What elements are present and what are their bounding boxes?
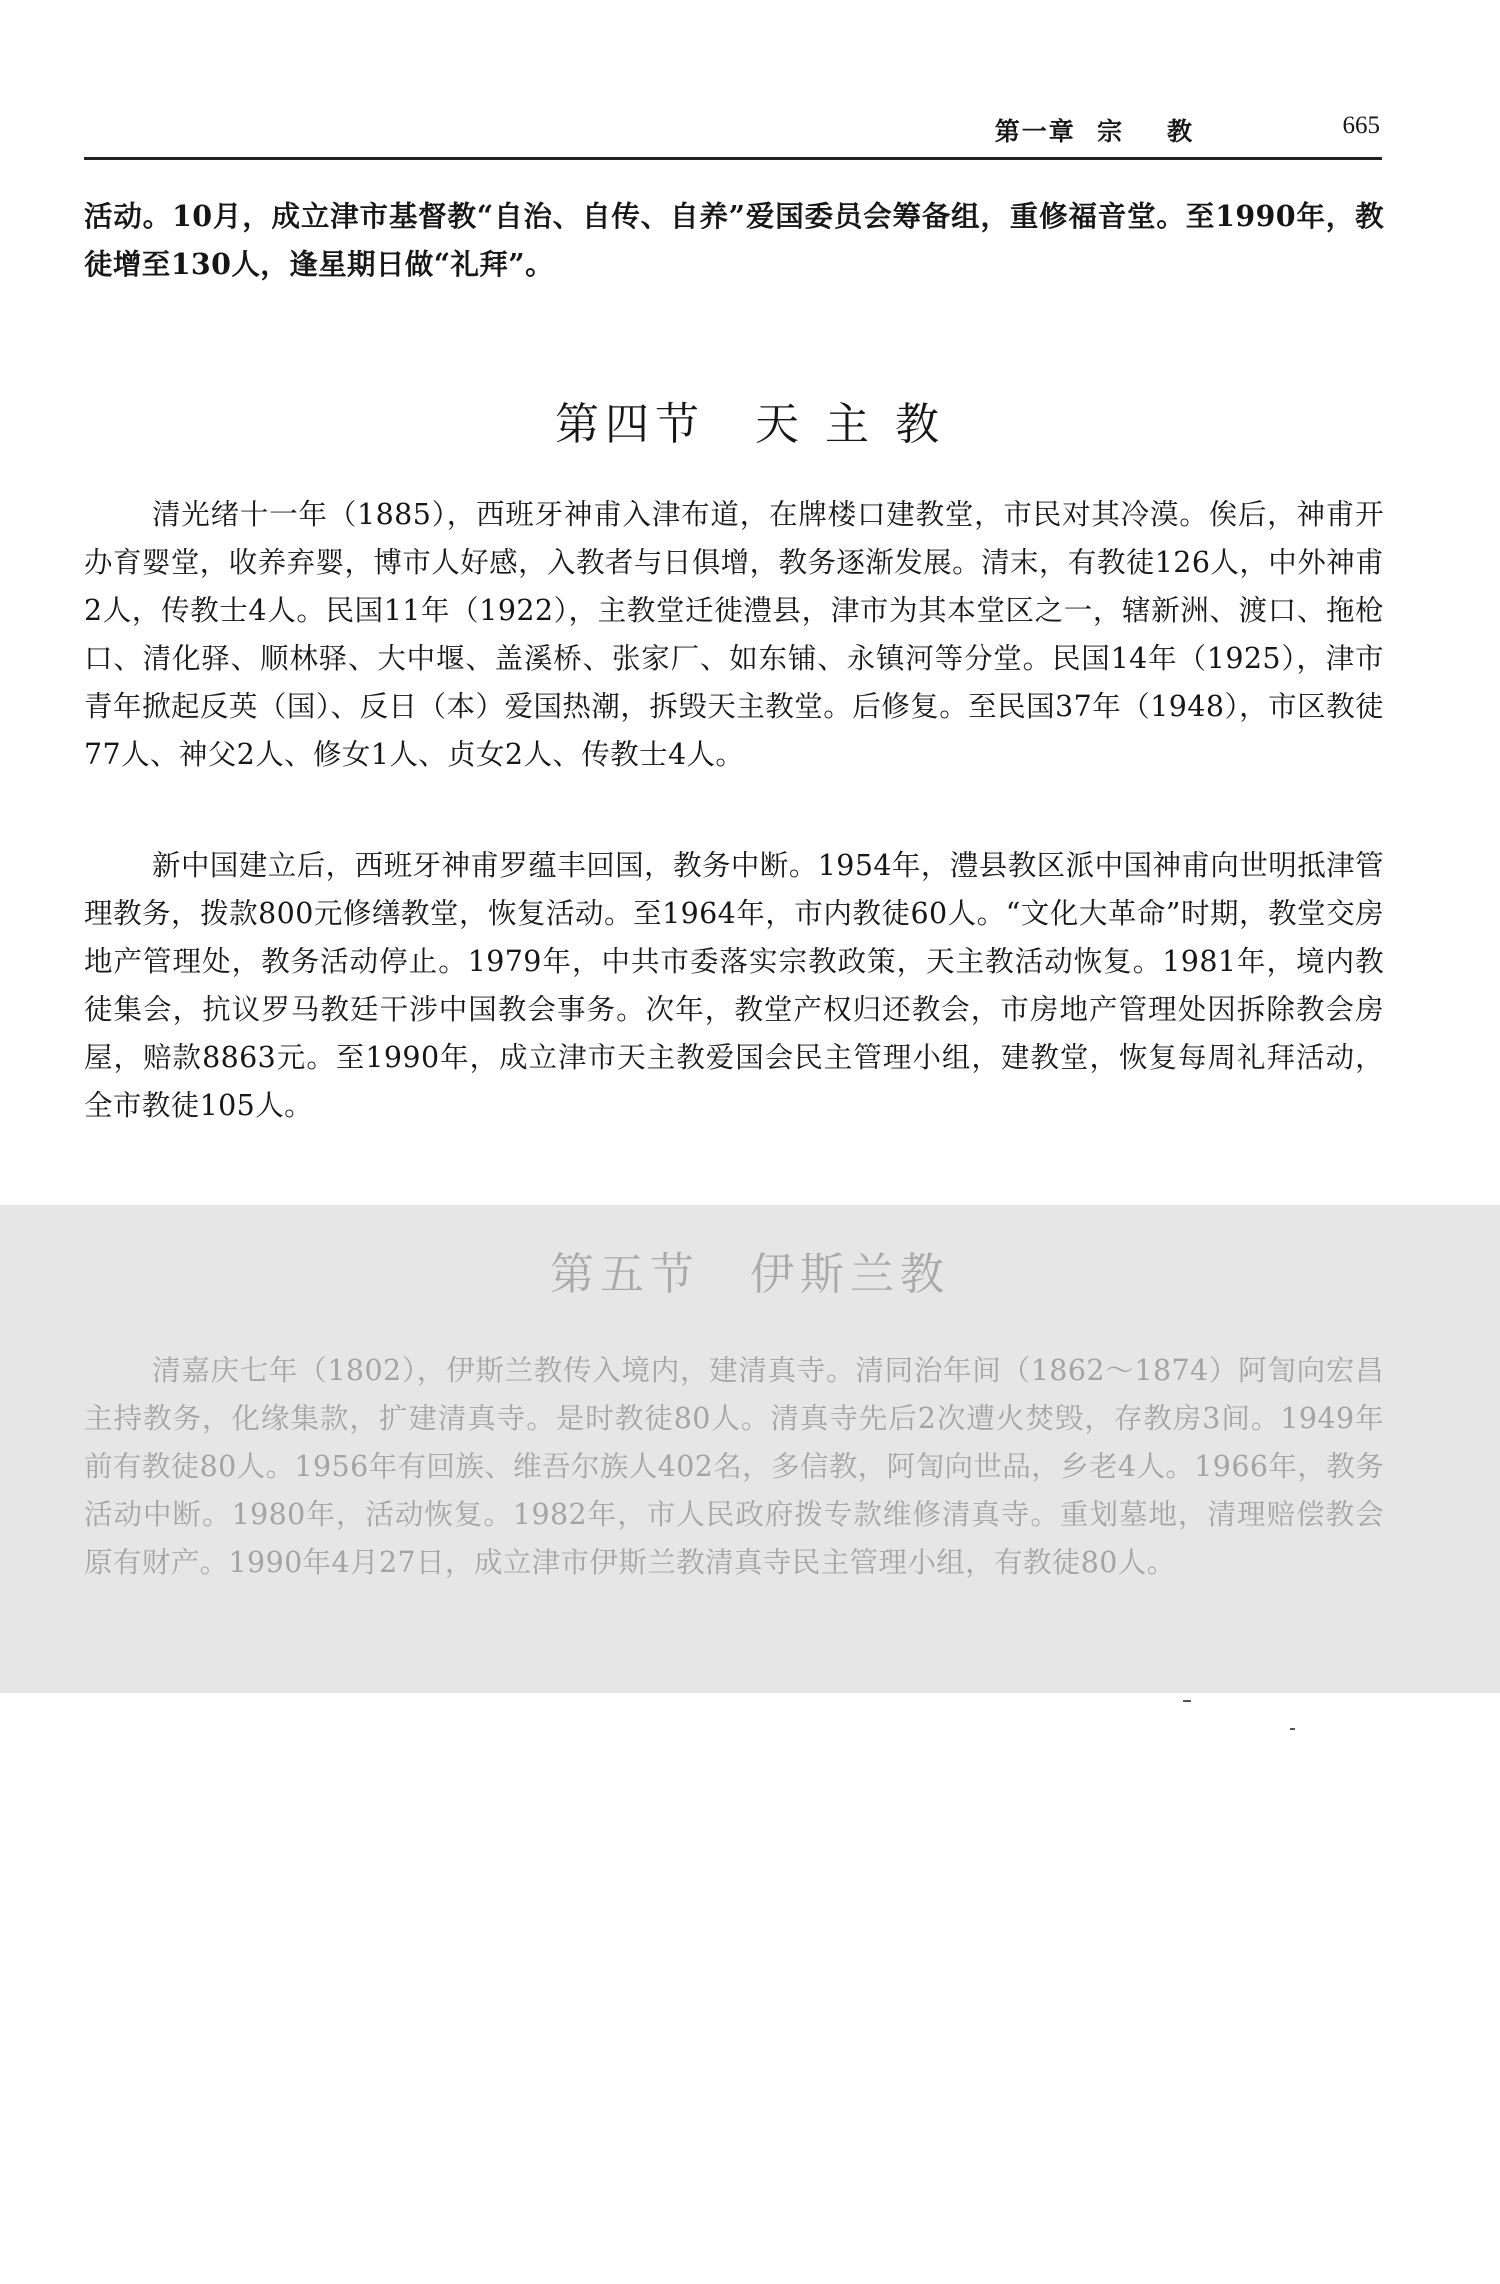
section-4-number: 第四节 — [555, 399, 705, 450]
section-5-heading — [0, 1238, 1500, 1302]
carryover-paragraph: 活动。10月，成立津市基督教“自治、自传、自养”爱国委员会筹备组，重修福音堂。至1990年，教徒增至130人，逢星期日做“礼拜”。 — [84, 199, 1384, 281]
scan-speck — [1183, 1700, 1191, 1702]
running-head-chapter: 第一章 宗 教 — [994, 117, 1194, 146]
scan-speck — [1290, 1728, 1295, 1730]
section-5-paragraph-1: 清嘉庆七年（1802），伊斯兰教传入境内，建清真寺。清同治年间（1862～1874）阿訇向宏昌主持教务，化缘集款，扩建清真寺。是时教徒80人。清真寺先后2次遭火焚毁，存教房3间。1949年前有教徒80人。1956年有回族、维吾尔族人402名，多信教，阿訇向世品，乡老4人。1966年，教务活动中断。1980年，活动恢复。1982年，市人民政府拨专款维修清真寺。重划墓地，清理赔偿教会原有财产。1990年4月27日，成立津市伊斯兰教清真寺民主管理小组，有教徒80人。 — [84, 1354, 1384, 1579]
section-5-number: 第五节 — [550, 1249, 700, 1300]
section-4-heading — [0, 388, 1500, 452]
header-rule — [84, 157, 1382, 160]
section-5-title: 伊斯兰教 — [750, 1249, 950, 1300]
section-4-paragraph-2: 新中国建立后，西班牙神甫罗蕴丰回国，教务中断。1954年，澧县教区派中国神甫向世明抵津管理教务，拨款800元修缮教堂，恢复活动。至1964年，市内教徒60人。“文化大革命”时期，教堂交房地产管理处，教务活动停止。1979年，中共市委落实宗教政策，天主教活动恢复。1981年，境内教徒集会，抗议罗马教廷干涉中国教会事务。次年，教堂产权归还教会，市房地产管理处因拆除教会房屋，赔款8863元。至1990年，成立津市天主教爱国会民主管理小组，建教堂，恢复每周礼拜活动，全市教徒105人。 — [84, 849, 1384, 1122]
section-4-title: 天 主 教 — [755, 399, 945, 450]
page-number: 665 — [1342, 112, 1380, 139]
section-4-paragraph-1: 清光绪十一年（1885），西班牙神甫入津布道，在牌楼口建教堂，市民对其冷漠。俟后，神甫开办育婴堂，收养弃婴，博市人好感，入教者与日俱增，教务逐渐发展。清末，有教徒126人，中外神甫2人，传教士4人。民国11年（1922），主教堂迁徙澧县，津市为其本堂区之一，辖新洲、渡口、拖枪口、清化驿、顺林驿、大中堰、盖溪桥、张家厂、如东铺、永镇河等分堂。民国14年（1925），津市青年掀起反英（国）、反日（本）爱国热潮，拆毁天主教堂。后修复。至民国37年（1948），市区教徒77人、神父2人、修女1人、贞女2人、传教士4人。 — [84, 498, 1384, 771]
running-head — [84, 106, 1382, 154]
